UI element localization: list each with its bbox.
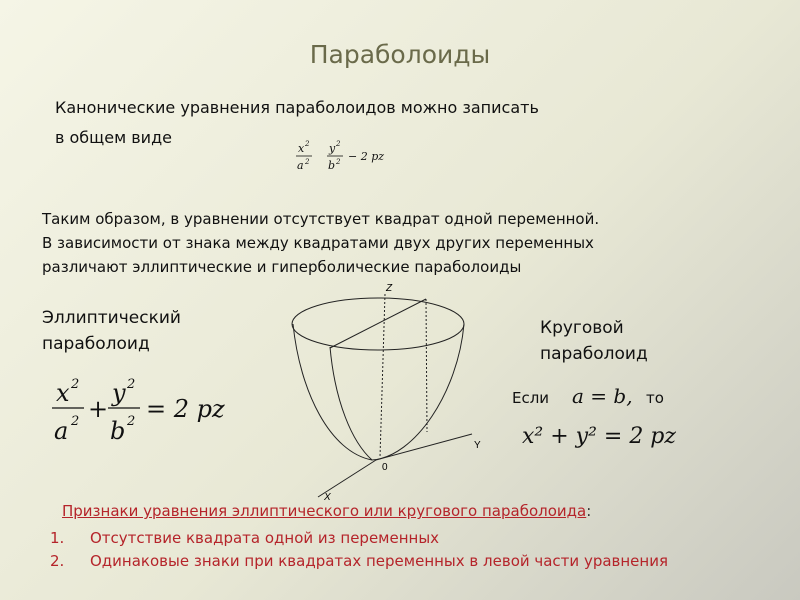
circular-label-line-1: Круговой: [540, 318, 624, 338]
paragraph-line-1: Таким образом, в уравнении отсутствует квадрат одной переменной.: [42, 210, 600, 228]
gf-num1: x: [298, 142, 305, 155]
general-formula: [292, 136, 402, 178]
axis-label-z: Z: [386, 283, 393, 294]
y-guide: [426, 299, 427, 432]
axis-label-y: Y: [474, 440, 481, 451]
signs-title: [62, 502, 591, 520]
ef-rhs: = 2 pz: [146, 395, 225, 423]
intro-line-2: в общем виде: [55, 128, 172, 147]
circular-condition: a = b,: [572, 384, 633, 408]
circular-label: [540, 315, 648, 367]
paragraph-line-2: В зависимости от знака между квадратами двух других переменных: [42, 234, 594, 252]
gf-rhs: − 2 pz: [348, 150, 385, 163]
signs-list: [50, 527, 668, 573]
ef-exp2: 2: [127, 377, 136, 392]
ef-den1: a: [54, 417, 69, 445]
paraboloid-meridian: [330, 347, 372, 460]
gf-exp2: 2: [336, 140, 341, 148]
rim-chord: [330, 299, 426, 348]
gf-num2: y: [329, 142, 336, 155]
elliptic-formula: [42, 375, 232, 447]
list-item: [50, 550, 668, 573]
elliptic-label-line-2: параболоид: [42, 334, 150, 354]
signs-title-colon: :: [586, 502, 592, 520]
ef-dexp2: 2: [127, 414, 136, 429]
circular-formula: x² + y² = 2 pz: [522, 424, 676, 449]
slide-title: Параболоиды: [309, 40, 491, 69]
gf-exp1: 2: [305, 140, 310, 148]
list-item-text: Одинаковые знаки при квадратах переменных в левой части уравнения: [90, 552, 668, 570]
if-word: Если: [512, 389, 550, 407]
gf-dexp1: 2: [305, 158, 310, 166]
elliptic-label: [42, 305, 181, 357]
ef-num1: x: [56, 379, 70, 407]
gf-den1: a: [297, 159, 304, 172]
gf-dexp2: 2: [336, 158, 341, 166]
explanation-paragraph: [42, 207, 599, 279]
paraboloid-outline: [293, 324, 464, 460]
circular-label-line-2: параболоид: [540, 344, 648, 364]
intro-line-1: Канонические уравнения параболоидов можно записать: [55, 98, 539, 117]
ef-num2: y: [112, 379, 126, 407]
then-word: то: [646, 389, 664, 407]
gf-den2: b: [328, 159, 336, 172]
paragraph-line-3: различают эллиптические и гиперболические параболоиды: [42, 258, 522, 276]
list-item-text: Отсутствие квадрата одной из переменных: [90, 529, 440, 547]
list-item-number: 2.: [50, 552, 65, 570]
list-item: [50, 527, 668, 550]
ef-exp1: 2: [71, 377, 80, 392]
ef-plus: +: [88, 395, 109, 423]
ef-dexp1: 2: [71, 414, 80, 429]
paraboloid-figure: [290, 282, 500, 510]
origin-label: 0: [382, 462, 388, 473]
list-item-number: 1.: [50, 529, 65, 547]
ef-den2: b: [110, 417, 126, 445]
elliptic-label-line-1: Эллиптический: [42, 308, 181, 328]
z-axis: [380, 294, 385, 457]
axis-label-x: X: [324, 492, 331, 503]
signs-title-text: Признаки уравнения эллиптического или кругового параболоида: [62, 502, 587, 520]
y-axis: [376, 434, 472, 460]
